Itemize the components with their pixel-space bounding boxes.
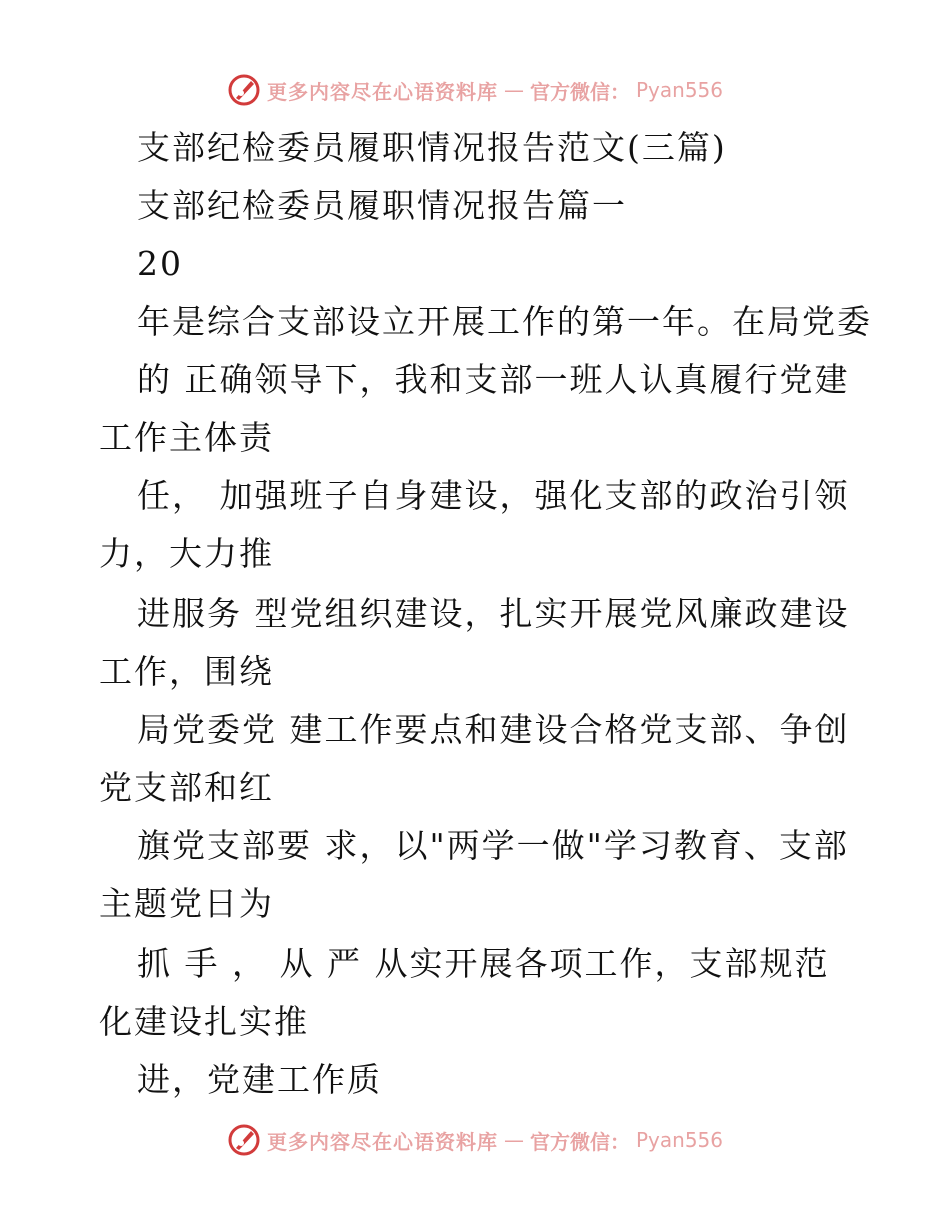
- text-line: 局党委党 建工作要点和建设合格党支部、争创: [137, 710, 850, 749]
- text-line: 化建设扎实推: [99, 1002, 309, 1041]
- quill-logo-icon: [227, 73, 261, 107]
- watermark-header: [0, 70, 950, 110]
- section-heading: 支部纪检委员履职情况报告篇一: [137, 186, 627, 225]
- text-line: 工作主体责: [99, 418, 274, 457]
- quill-logo-icon: [227, 1123, 261, 1157]
- watermark-wechat-label: 官方微信：: [529, 79, 630, 104]
- text-line: 旗党支部要 求，以"两学一做"学习教育、支部: [137, 826, 849, 865]
- document-title: 支部纪检委员履职情况报告范文(三篇): [137, 128, 727, 167]
- text-line: 任， 加强班子自身建设，强化支部的政治引领: [137, 476, 850, 515]
- watermark-site-text: 更多内容尽在心语资料库: [266, 79, 498, 104]
- text-line: 的 正确领导下，我和支部一班人认真履行党建: [137, 360, 850, 399]
- text-line: 20: [137, 244, 183, 283]
- watermark-wechat-id: Pyan556: [635, 1128, 723, 1152]
- text-line: 进，党建工作质: [137, 1060, 382, 1099]
- text-line: 进服务 型党组织建设，扎实开展党风廉政建设: [137, 594, 850, 633]
- watermark-separator: —: [503, 1128, 524, 1152]
- text-line: 年是综合支部设立开展工作的第一年。在局党委: [137, 302, 872, 341]
- watermark-separator: —: [503, 78, 524, 102]
- text-line: 党支部和红: [99, 768, 274, 807]
- watermark-site-text: 更多内容尽在心语资料库: [266, 1129, 498, 1154]
- text-line: 工作，围绕: [99, 652, 274, 691]
- text-line: 力，大力推: [99, 534, 274, 573]
- text-line: 抓 手 ， 从 严 从实开展各项工作，支部规范: [137, 944, 830, 983]
- watermark-wechat-id: Pyan556: [635, 78, 723, 102]
- watermark-wechat-label: 官方微信：: [529, 1129, 630, 1154]
- text-line: 主题党日为: [99, 884, 274, 923]
- watermark-footer: [0, 1120, 950, 1160]
